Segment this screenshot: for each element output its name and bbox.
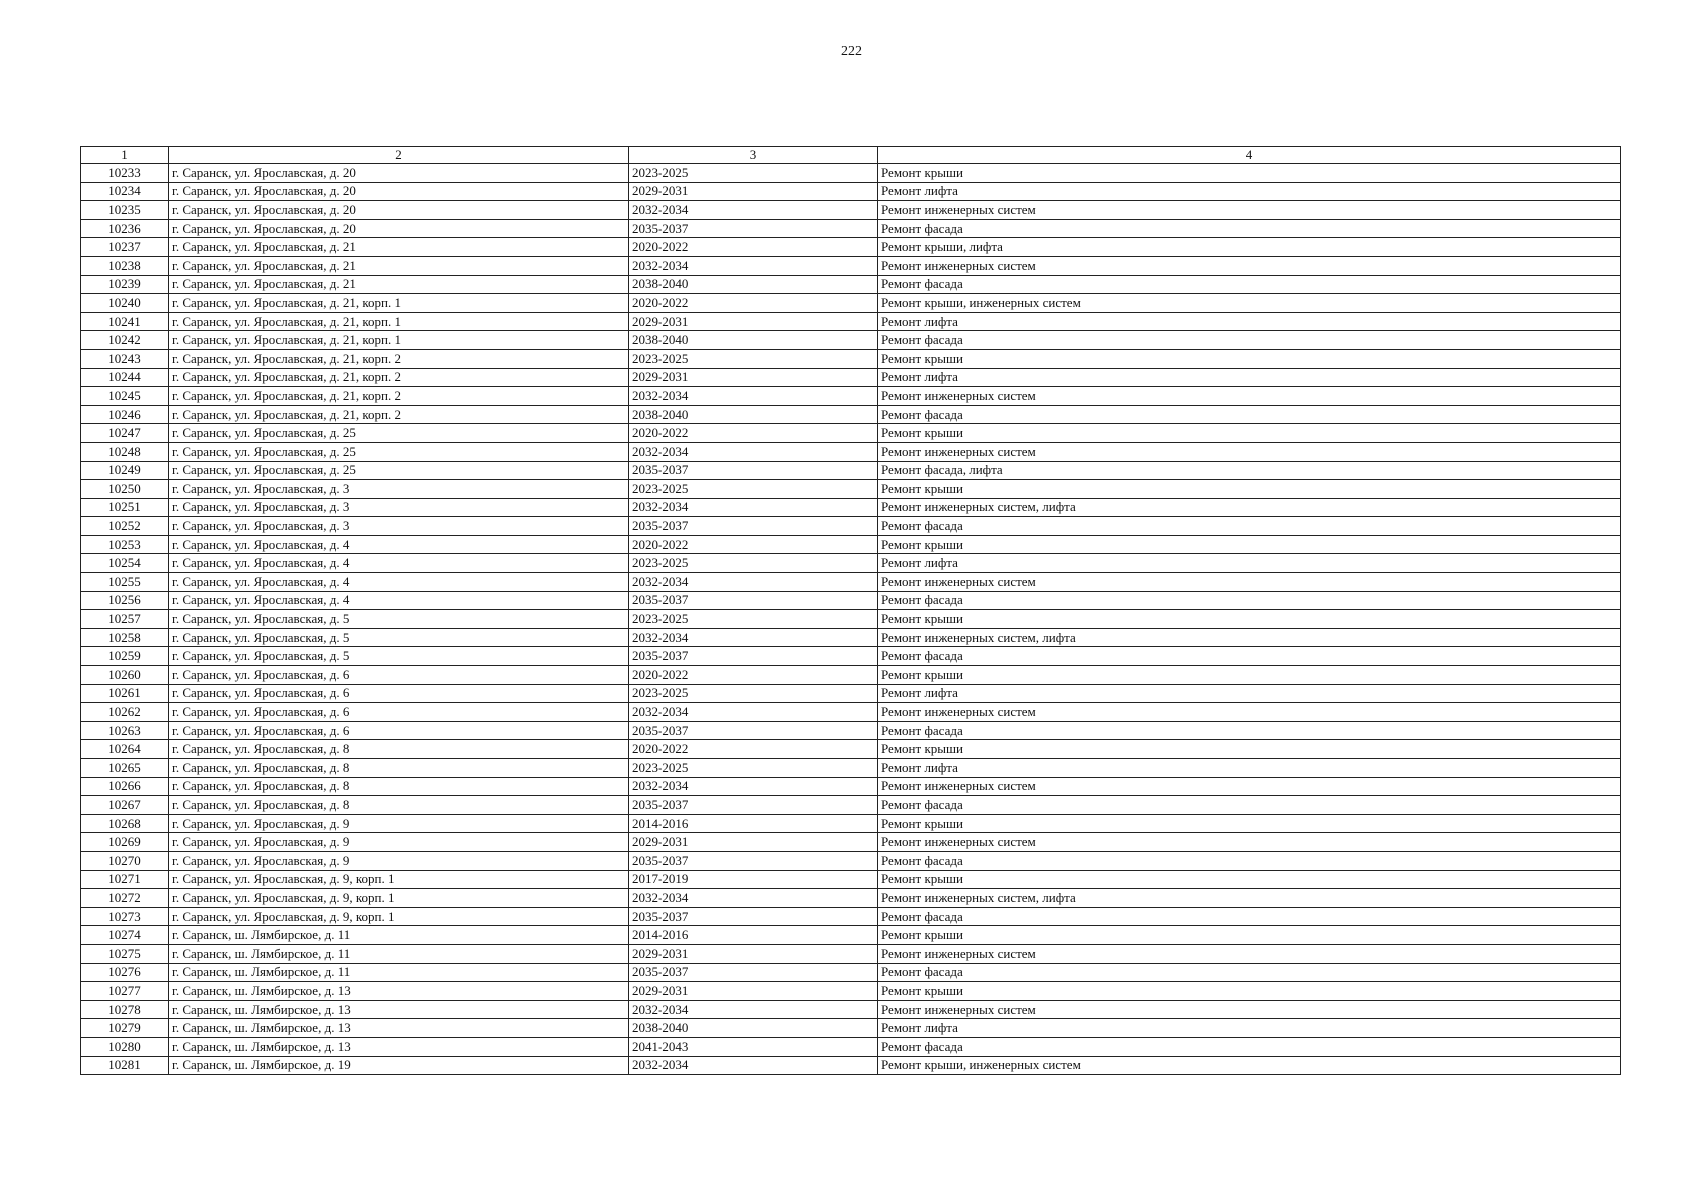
address-cell: г. Саранск, ул. Ярославская, д. 21 bbox=[169, 238, 629, 257]
work-type-cell: Ремонт крыши bbox=[878, 926, 1621, 945]
work-type-cell: Ремонт лифта bbox=[878, 684, 1621, 703]
period-cell: 2035-2037 bbox=[629, 219, 878, 238]
row-number: 10269 bbox=[81, 833, 169, 852]
work-type-cell: Ремонт инженерных систем bbox=[878, 256, 1621, 275]
address-cell: г. Саранск, ул. Ярославская, д. 21 bbox=[169, 256, 629, 275]
address-cell: г. Саранск, ул. Ярославская, д. 9, корп. 1 bbox=[169, 907, 629, 926]
address-cell: г. Саранск, ул. Ярославская, д. 6 bbox=[169, 666, 629, 685]
period-cell: 2017-2019 bbox=[629, 870, 878, 889]
address-cell: г. Саранск, ул. Ярославская, д. 6 bbox=[169, 684, 629, 703]
address-cell: г. Саранск, ул. Ярославская, д. 21, корп. 1 bbox=[169, 294, 629, 313]
period-cell: 2032-2034 bbox=[629, 442, 878, 461]
row-number: 10263 bbox=[81, 721, 169, 740]
address-cell: г. Саранск, ул. Ярославская, д. 5 bbox=[169, 610, 629, 629]
address-cell: г. Саранск, ш. Лямбирское, д. 13 bbox=[169, 1019, 629, 1038]
period-cell: 2029-2031 bbox=[629, 944, 878, 963]
address-cell: г. Саранск, ул. Ярославская, д. 5 bbox=[169, 647, 629, 666]
row-number: 10243 bbox=[81, 349, 169, 368]
row-number: 10280 bbox=[81, 1037, 169, 1056]
header-col-1: 1 bbox=[81, 147, 169, 164]
address-cell: г. Саранск, ш. Лямбирское, д. 13 bbox=[169, 982, 629, 1001]
period-cell: 2032-2034 bbox=[629, 628, 878, 647]
table-row bbox=[81, 461, 1621, 480]
period-cell: 2035-2037 bbox=[629, 647, 878, 666]
work-type-cell: Ремонт лифта bbox=[878, 368, 1621, 387]
period-cell: 2020-2022 bbox=[629, 294, 878, 313]
table-row bbox=[81, 480, 1621, 499]
address-cell: г. Саранск, ш. Лямбирское, д. 13 bbox=[169, 1000, 629, 1019]
period-cell: 2035-2037 bbox=[629, 907, 878, 926]
table-row bbox=[81, 907, 1621, 926]
table-row bbox=[81, 814, 1621, 833]
period-cell: 2029-2031 bbox=[629, 182, 878, 201]
work-type-cell: Ремонт инженерных систем bbox=[878, 944, 1621, 963]
address-cell: г. Саранск, ул. Ярославская, д. 21, корп. 2 bbox=[169, 368, 629, 387]
row-number: 10235 bbox=[81, 201, 169, 220]
address-cell: г. Саранск, ул. Ярославская, д. 3 bbox=[169, 517, 629, 536]
period-cell: 2023-2025 bbox=[629, 684, 878, 703]
work-type-cell: Ремонт лифта bbox=[878, 759, 1621, 778]
table-row bbox=[81, 684, 1621, 703]
row-number: 10267 bbox=[81, 796, 169, 815]
row-number: 10260 bbox=[81, 666, 169, 685]
work-type-cell: Ремонт крыши, инженерных систем bbox=[878, 1056, 1621, 1075]
work-type-cell: Ремонт инженерных систем bbox=[878, 703, 1621, 722]
work-type-cell: Ремонт фасада bbox=[878, 907, 1621, 926]
period-cell: 2032-2034 bbox=[629, 498, 878, 517]
work-type-cell: Ремонт инженерных систем bbox=[878, 201, 1621, 220]
address-cell: г. Саранск, ул. Ярославская, д. 9 bbox=[169, 814, 629, 833]
table-row bbox=[81, 312, 1621, 331]
address-cell: г. Саранск, ул. Ярославская, д. 9 bbox=[169, 833, 629, 852]
period-cell: 2035-2037 bbox=[629, 851, 878, 870]
row-number: 10275 bbox=[81, 944, 169, 963]
row-number: 10255 bbox=[81, 573, 169, 592]
work-type-cell: Ремонт крыши bbox=[878, 982, 1621, 1001]
period-cell: 2038-2040 bbox=[629, 405, 878, 424]
work-type-cell: Ремонт фасада bbox=[878, 647, 1621, 666]
period-cell: 2020-2022 bbox=[629, 740, 878, 759]
table-row bbox=[81, 201, 1621, 220]
table-row bbox=[81, 294, 1621, 313]
table-row bbox=[81, 759, 1621, 778]
row-number: 10236 bbox=[81, 219, 169, 238]
period-cell: 2029-2031 bbox=[629, 368, 878, 387]
row-number: 10241 bbox=[81, 312, 169, 331]
work-type-cell: Ремонт фасада bbox=[878, 851, 1621, 870]
address-cell: г. Саранск, ул. Ярославская, д. 25 bbox=[169, 442, 629, 461]
table-row bbox=[81, 944, 1621, 963]
work-type-cell: Ремонт инженерных систем bbox=[878, 777, 1621, 796]
row-number: 10278 bbox=[81, 1000, 169, 1019]
address-cell: г. Саранск, ул. Ярославская, д. 8 bbox=[169, 740, 629, 759]
table-row bbox=[81, 349, 1621, 368]
address-cell: г. Саранск, ул. Ярославская, д. 20 bbox=[169, 164, 629, 183]
work-type-cell: Ремонт фасада bbox=[878, 591, 1621, 610]
table-row bbox=[81, 591, 1621, 610]
work-type-cell: Ремонт лифта bbox=[878, 554, 1621, 573]
row-number: 10246 bbox=[81, 405, 169, 424]
period-cell: 2029-2031 bbox=[629, 982, 878, 1001]
address-cell: г. Саранск, ш. Лямбирское, д. 11 bbox=[169, 926, 629, 945]
table-row bbox=[81, 777, 1621, 796]
address-cell: г. Саранск, ш. Лямбирское, д. 11 bbox=[169, 963, 629, 982]
table-row bbox=[81, 275, 1621, 294]
period-cell: 2038-2040 bbox=[629, 275, 878, 294]
work-type-cell: Ремонт инженерных систем bbox=[878, 442, 1621, 461]
work-type-cell: Ремонт инженерных систем bbox=[878, 573, 1621, 592]
work-type-cell: Ремонт лифта bbox=[878, 312, 1621, 331]
address-cell: г. Саранск, ул. Ярославская, д. 8 bbox=[169, 796, 629, 815]
row-number: 10268 bbox=[81, 814, 169, 833]
work-type-cell: Ремонт фасада, лифта bbox=[878, 461, 1621, 480]
work-type-cell: Ремонт крыши bbox=[878, 164, 1621, 183]
work-type-cell: Ремонт фасада bbox=[878, 796, 1621, 815]
period-cell: 2023-2025 bbox=[629, 480, 878, 499]
row-number: 10244 bbox=[81, 368, 169, 387]
row-number: 10254 bbox=[81, 554, 169, 573]
address-cell: г. Саранск, ул. Ярославская, д. 25 bbox=[169, 461, 629, 480]
table-row bbox=[81, 1037, 1621, 1056]
row-number: 10249 bbox=[81, 461, 169, 480]
address-cell: г. Саранск, ул. Ярославская, д. 3 bbox=[169, 480, 629, 499]
row-number: 10264 bbox=[81, 740, 169, 759]
address-cell: г. Саранск, ул. Ярославская, д. 21, корп. 1 bbox=[169, 331, 629, 350]
header-col-2: 2 bbox=[169, 147, 629, 164]
period-cell: 2023-2025 bbox=[629, 554, 878, 573]
period-cell: 2032-2034 bbox=[629, 387, 878, 406]
table-row bbox=[81, 796, 1621, 815]
address-cell: г. Саранск, ул. Ярославская, д. 21, корп. 1 bbox=[169, 312, 629, 331]
work-type-cell: Ремонт крыши, лифта bbox=[878, 238, 1621, 257]
address-cell: г. Саранск, ул. Ярославская, д. 20 bbox=[169, 182, 629, 201]
work-type-cell: Ремонт лифта bbox=[878, 1019, 1621, 1038]
period-cell: 2032-2034 bbox=[629, 1000, 878, 1019]
period-cell: 2032-2034 bbox=[629, 256, 878, 275]
table-row bbox=[81, 647, 1621, 666]
row-number: 10247 bbox=[81, 424, 169, 443]
address-cell: г. Саранск, ул. Ярославская, д. 4 bbox=[169, 573, 629, 592]
period-cell: 2032-2034 bbox=[629, 777, 878, 796]
table-row bbox=[81, 535, 1621, 554]
table-row bbox=[81, 238, 1621, 257]
address-cell: г. Саранск, ул. Ярославская, д. 20 bbox=[169, 219, 629, 238]
period-cell: 2035-2037 bbox=[629, 591, 878, 610]
table-row bbox=[81, 182, 1621, 201]
table-row bbox=[81, 740, 1621, 759]
period-cell: 2020-2022 bbox=[629, 238, 878, 257]
row-number: 10279 bbox=[81, 1019, 169, 1038]
address-cell: г. Саранск, ул. Ярославская, д. 4 bbox=[169, 591, 629, 610]
row-number: 10276 bbox=[81, 963, 169, 982]
work-type-cell: Ремонт инженерных систем, лифта bbox=[878, 628, 1621, 647]
period-cell: 2038-2040 bbox=[629, 331, 878, 350]
work-type-cell: Ремонт крыши bbox=[878, 870, 1621, 889]
work-type-cell: Ремонт фасада bbox=[878, 331, 1621, 350]
table-row bbox=[81, 498, 1621, 517]
row-number: 10274 bbox=[81, 926, 169, 945]
table-row bbox=[81, 1019, 1621, 1038]
period-cell: 2032-2034 bbox=[629, 1056, 878, 1075]
table-row bbox=[81, 256, 1621, 275]
period-cell: 2035-2037 bbox=[629, 796, 878, 815]
address-cell: г. Саранск, ул. Ярославская, д. 4 bbox=[169, 535, 629, 554]
row-number: 10251 bbox=[81, 498, 169, 517]
work-type-cell: Ремонт фасада bbox=[878, 405, 1621, 424]
address-cell: г. Саранск, ул. Ярославская, д. 21, корп. 2 bbox=[169, 405, 629, 424]
address-cell: г. Саранск, ул. Ярославская, д. 9, корп. 1 bbox=[169, 870, 629, 889]
work-type-cell: Ремонт фасада bbox=[878, 721, 1621, 740]
page-number: 222 bbox=[841, 44, 862, 59]
work-type-cell: Ремонт фасада bbox=[878, 517, 1621, 536]
work-type-cell: Ремонт инженерных систем bbox=[878, 387, 1621, 406]
period-cell: 2035-2037 bbox=[629, 517, 878, 536]
work-type-cell: Ремонт крыши bbox=[878, 610, 1621, 629]
row-number: 10248 bbox=[81, 442, 169, 461]
table-row bbox=[81, 554, 1621, 573]
address-cell: г. Саранск, ул. Ярославская, д. 21, корп. 2 bbox=[169, 349, 629, 368]
row-number: 10261 bbox=[81, 684, 169, 703]
row-number: 10237 bbox=[81, 238, 169, 257]
table-row bbox=[81, 982, 1621, 1001]
period-cell: 2041-2043 bbox=[629, 1037, 878, 1056]
work-type-cell: Ремонт лифта bbox=[878, 182, 1621, 201]
table-row bbox=[81, 703, 1621, 722]
period-cell: 2020-2022 bbox=[629, 666, 878, 685]
table-row bbox=[81, 219, 1621, 238]
period-cell: 2032-2034 bbox=[629, 889, 878, 908]
period-cell: 2029-2031 bbox=[629, 312, 878, 331]
table-row bbox=[81, 870, 1621, 889]
period-cell: 2035-2037 bbox=[629, 721, 878, 740]
work-type-cell: Ремонт крыши bbox=[878, 666, 1621, 685]
address-cell: г. Саранск, ул. Ярославская, д. 21, корп. 2 bbox=[169, 387, 629, 406]
period-cell: 2032-2034 bbox=[629, 703, 878, 722]
address-cell: г. Саранск, ул. Ярославская, д. 25 bbox=[169, 424, 629, 443]
period-cell: 2035-2037 bbox=[629, 461, 878, 480]
row-number: 10253 bbox=[81, 535, 169, 554]
table-row bbox=[81, 628, 1621, 647]
table-row bbox=[81, 164, 1621, 183]
work-type-cell: Ремонт крыши bbox=[878, 814, 1621, 833]
header-col-3: 3 bbox=[629, 147, 878, 164]
work-type-cell: Ремонт крыши bbox=[878, 740, 1621, 759]
row-number: 10257 bbox=[81, 610, 169, 629]
table-row bbox=[81, 1056, 1621, 1075]
table-row bbox=[81, 424, 1621, 443]
period-cell: 2023-2025 bbox=[629, 164, 878, 183]
period-cell: 2020-2022 bbox=[629, 424, 878, 443]
row-number: 10271 bbox=[81, 870, 169, 889]
work-type-cell: Ремонт фасада bbox=[878, 275, 1621, 294]
address-cell: г. Саранск, ш. Лямбирское, д. 11 bbox=[169, 944, 629, 963]
table-row bbox=[81, 963, 1621, 982]
period-cell: 2020-2022 bbox=[629, 535, 878, 554]
period-cell: 2029-2031 bbox=[629, 833, 878, 852]
address-cell: г. Саранск, ул. Ярославская, д. 4 bbox=[169, 554, 629, 573]
header-col-4: 4 bbox=[878, 147, 1621, 164]
work-type-cell: Ремонт крыши bbox=[878, 480, 1621, 499]
row-number: 10259 bbox=[81, 647, 169, 666]
table-row bbox=[81, 889, 1621, 908]
table-row bbox=[81, 851, 1621, 870]
row-number: 10233 bbox=[81, 164, 169, 183]
address-cell: г. Саранск, ул. Ярославская, д. 3 bbox=[169, 498, 629, 517]
period-cell: 2023-2025 bbox=[629, 349, 878, 368]
table-row bbox=[81, 926, 1621, 945]
work-type-cell: Ремонт крыши bbox=[878, 424, 1621, 443]
period-cell: 2014-2016 bbox=[629, 926, 878, 945]
address-cell: г. Саранск, ул. Ярославская, д. 9 bbox=[169, 851, 629, 870]
row-number: 10258 bbox=[81, 628, 169, 647]
work-type-cell: Ремонт инженерных систем, лифта bbox=[878, 889, 1621, 908]
row-number: 10273 bbox=[81, 907, 169, 926]
row-number: 10270 bbox=[81, 851, 169, 870]
work-type-cell: Ремонт фасада bbox=[878, 1037, 1621, 1056]
address-cell: г. Саранск, ул. Ярославская, д. 8 bbox=[169, 777, 629, 796]
address-cell: г. Саранск, ул. Ярославская, д. 9, корп. 1 bbox=[169, 889, 629, 908]
address-cell: г. Саранск, ул. Ярославская, д. 6 bbox=[169, 703, 629, 722]
period-cell: 2014-2016 bbox=[629, 814, 878, 833]
table-row bbox=[81, 442, 1621, 461]
row-number: 10266 bbox=[81, 777, 169, 796]
work-type-cell: Ремонт инженерных систем bbox=[878, 833, 1621, 852]
row-number: 10240 bbox=[81, 294, 169, 313]
table-row bbox=[81, 517, 1621, 536]
row-number: 10265 bbox=[81, 759, 169, 778]
table-row bbox=[81, 1000, 1621, 1019]
table-row bbox=[81, 368, 1621, 387]
work-type-cell: Ремонт фасада bbox=[878, 219, 1621, 238]
work-type-cell: Ремонт фасада bbox=[878, 963, 1621, 982]
work-type-cell: Ремонт крыши, инженерных систем bbox=[878, 294, 1621, 313]
row-number: 10245 bbox=[81, 387, 169, 406]
table-row bbox=[81, 387, 1621, 406]
row-number: 10256 bbox=[81, 591, 169, 610]
period-cell: 2032-2034 bbox=[629, 573, 878, 592]
period-cell: 2023-2025 bbox=[629, 759, 878, 778]
row-number: 10277 bbox=[81, 982, 169, 1001]
table-row bbox=[81, 666, 1621, 685]
table-body bbox=[81, 164, 1621, 1075]
address-cell: г. Саранск, ш. Лямбирское, д. 13 bbox=[169, 1037, 629, 1056]
address-cell: г. Саранск, ул. Ярославская, д. 5 bbox=[169, 628, 629, 647]
row-number: 10281 bbox=[81, 1056, 169, 1075]
address-cell: г. Саранск, ул. Ярославская, д. 8 bbox=[169, 759, 629, 778]
table-row bbox=[81, 573, 1621, 592]
table-row bbox=[81, 721, 1621, 740]
work-type-cell: Ремонт крыши bbox=[878, 349, 1621, 368]
work-type-cell: Ремонт инженерных систем, лифта bbox=[878, 498, 1621, 517]
work-type-cell: Ремонт инженерных систем bbox=[878, 1000, 1621, 1019]
row-number: 10262 bbox=[81, 703, 169, 722]
address-cell: г. Саранск, ул. Ярославская, д. 20 bbox=[169, 201, 629, 220]
header-row bbox=[81, 147, 1621, 164]
row-number: 10239 bbox=[81, 275, 169, 294]
row-number: 10250 bbox=[81, 480, 169, 499]
address-cell: г. Саранск, ул. Ярославская, д. 6 bbox=[169, 721, 629, 740]
period-cell: 2032-2034 bbox=[629, 201, 878, 220]
row-number: 10234 bbox=[81, 182, 169, 201]
row-number: 10238 bbox=[81, 256, 169, 275]
row-number: 10252 bbox=[81, 517, 169, 536]
repair-schedule-table bbox=[80, 146, 1621, 1075]
table-row bbox=[81, 610, 1621, 629]
address-cell: г. Саранск, ш. Лямбирское, д. 19 bbox=[169, 1056, 629, 1075]
row-number: 10242 bbox=[81, 331, 169, 350]
row-number: 10272 bbox=[81, 889, 169, 908]
table-row bbox=[81, 331, 1621, 350]
period-cell: 2038-2040 bbox=[629, 1019, 878, 1038]
address-cell: г. Саранск, ул. Ярославская, д. 21 bbox=[169, 275, 629, 294]
work-type-cell: Ремонт крыши bbox=[878, 535, 1621, 554]
period-cell: 2035-2037 bbox=[629, 963, 878, 982]
table-row bbox=[81, 833, 1621, 852]
period-cell: 2023-2025 bbox=[629, 610, 878, 629]
table-row bbox=[81, 405, 1621, 424]
